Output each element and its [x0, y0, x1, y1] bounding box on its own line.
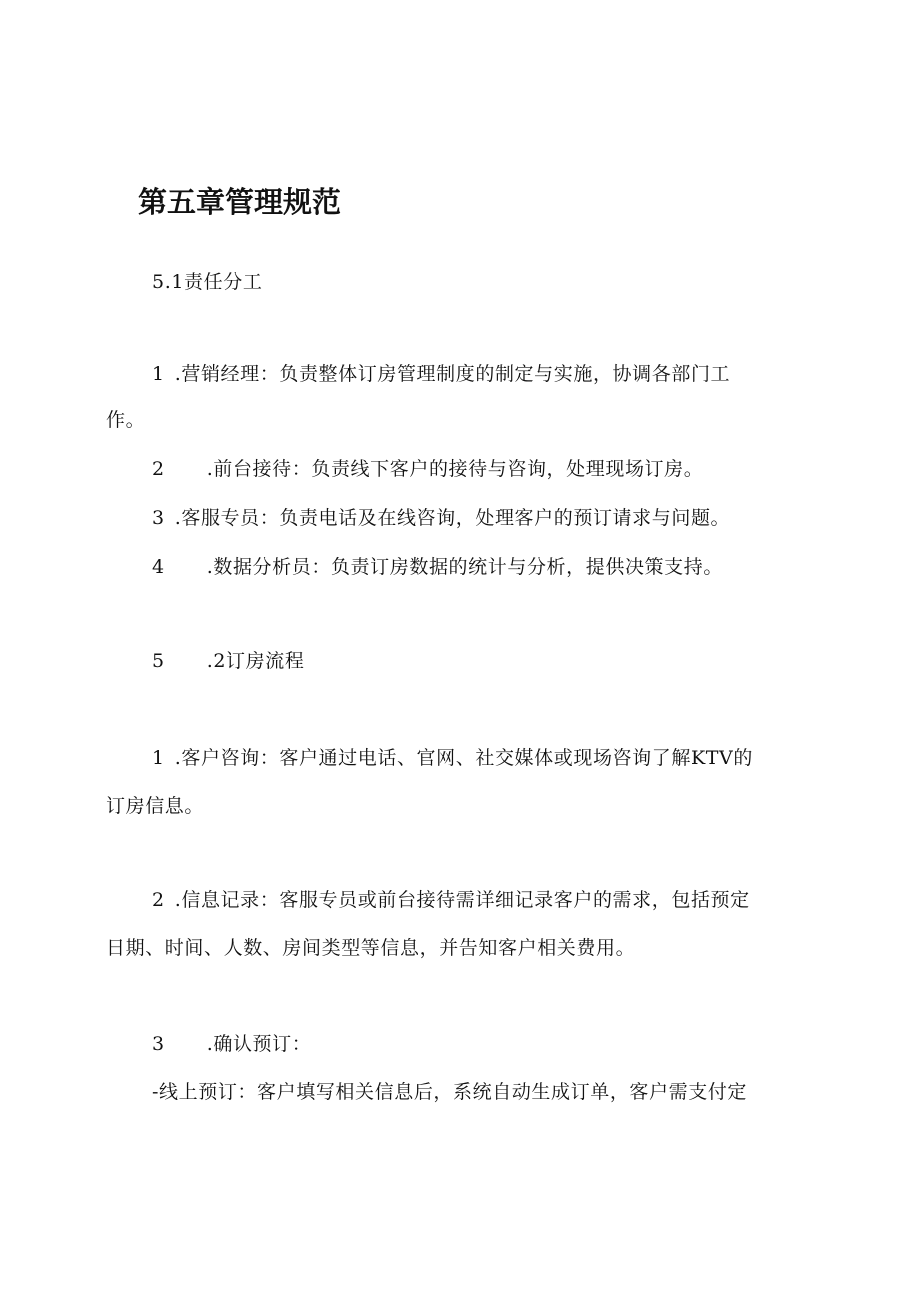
- item-text: .数据分析员：负责订房数据的统计与分析，提供决策支持。: [206, 556, 723, 578]
- list-item: [152, 746, 753, 770]
- item-number: 4: [152, 556, 165, 578]
- item-number: 2: [152, 458, 165, 480]
- item-number: 3: [152, 1033, 165, 1055]
- heading-text: .2订房流程: [206, 650, 305, 672]
- item-text: .客服专员：负责电话及在线咨询，处理客户的预订请求与问题。: [174, 507, 731, 529]
- item-text: .营销经理：负责整体订房管理制度的制定与实施，协调各部门工: [174, 363, 731, 385]
- list-item: [152, 1032, 311, 1056]
- list-item-continuation: 日期、时间、人数、房间类型等信息，并告知客户相关费用。: [106, 937, 636, 959]
- item-text: .信息记录：客服专员或前台接待需详细记录客户的需求，包括预定: [174, 889, 750, 911]
- list-item-continuation: 订房信息。: [106, 795, 205, 817]
- sub-item: -线上预订：客户填写相关信息后，系统自动生成订单，客户需支付定: [152, 1081, 748, 1103]
- list-item: [152, 457, 703, 481]
- item-text: .客户咨询：客户通过电话、官网、社交媒体或现场咨询了解KTV的: [174, 747, 753, 769]
- section-heading-5-2: [152, 649, 304, 673]
- list-item: [152, 888, 750, 912]
- item-text: .前台接待：负责线下客户的接待与咨询，处理现场订房。: [206, 458, 704, 480]
- item-number: 3: [152, 507, 165, 529]
- item-number: 1: [152, 363, 165, 385]
- list-item: [152, 362, 730, 386]
- chapter-title: 第五章管理规范: [138, 185, 342, 219]
- heading-number: 5: [152, 650, 165, 672]
- list-item-continuation: 作。: [106, 409, 146, 431]
- item-number: 2: [152, 889, 165, 911]
- list-item: [152, 506, 730, 530]
- list-item: [152, 555, 723, 579]
- section-heading-5-1: 5.1责任分工: [152, 271, 263, 293]
- item-text: .确认预订：: [206, 1033, 312, 1055]
- item-number: 1: [152, 747, 165, 769]
